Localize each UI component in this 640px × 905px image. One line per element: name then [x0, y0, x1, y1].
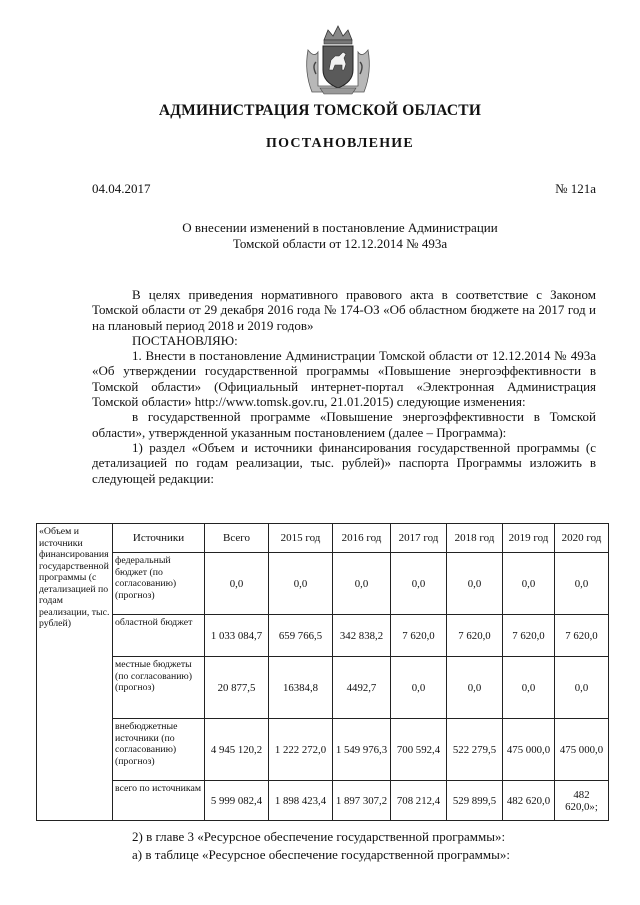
organization-title: АДМИНИСТРАЦИЯ ТОМСКОЙ ОБЛАСТИ	[158, 102, 482, 119]
value-cell: 0,0	[269, 553, 333, 615]
intro-paragraph: В целях приведения нормативного правового акта в соответствие с Законом Томской области от 29 декабря 2016 года № 174-ОЗ «Об областном бюджете на 2017 год и на плановый период 2018 и 2019 годов»	[92, 287, 596, 333]
table-row	[37, 615, 609, 657]
value-cell: 475 000,0	[503, 719, 555, 781]
table-row	[37, 657, 609, 719]
table-header-cell: 2016 год	[333, 524, 391, 553]
source-cell: внебюджетные источники (по согласованию) (прогноз)	[113, 719, 205, 781]
value-cell: 16384,8	[269, 657, 333, 719]
subject-line-1: О внесении изменений в постановление Администрации	[182, 220, 498, 235]
value-cell: 482 620,0»;	[555, 781, 609, 821]
document-number: № 121а	[555, 181, 596, 196]
value-cell: 4492,7	[333, 657, 391, 719]
value-cell: 7 620,0	[391, 615, 447, 657]
value-cell: 1 898 423,4	[269, 781, 333, 821]
subitem-1-paragraph: 1) раздел «Объем и источники финансирования государственной программы (с детализацией по годам реализации, тыс. рублей)» паспорта Программы изложить в следующей редакции:	[92, 439, 596, 486]
value-cell: 1 549 976,3	[333, 719, 391, 781]
table-header-cell: 2020 год	[555, 524, 609, 553]
document-body	[92, 287, 596, 486]
value-cell: 0,0	[503, 553, 555, 615]
value-cell: 1 897 307,2	[333, 781, 391, 821]
document-type: ПОСТАНОВЛЕНИЕ	[266, 136, 414, 151]
table-row	[37, 553, 609, 615]
document-date: 04.04.2017	[92, 181, 151, 196]
subitem-2-line: 2) в главе 3 «Ресурсное обеспечение государственной программы»:	[132, 829, 506, 844]
table-header-cell: 2017 год	[391, 524, 447, 553]
value-cell: 0,0	[333, 553, 391, 615]
value-cell: 7 620,0	[447, 615, 503, 657]
value-cell: 482 620,0	[503, 781, 555, 821]
table-header-cell: 2019 год	[503, 524, 555, 553]
document-subject	[150, 220, 530, 252]
table-row	[37, 781, 609, 821]
subject-line-2: Томской области от 12.12.2014 № 493а	[232, 236, 448, 251]
value-cell: 700 592,4	[391, 719, 447, 781]
value-cell: 0,0	[447, 657, 503, 719]
value-cell: 0,0	[503, 657, 555, 719]
value-cell: 0,0	[391, 657, 447, 719]
table-first-cell: «Объем и источники финансирования государственной программы (с детализацией по годам реализации, тыс. рублей)	[37, 524, 113, 821]
source-cell: федеральный бюджет (по согласованию) (прогноз)	[113, 553, 205, 615]
table-header-cell: 2018 год	[447, 524, 503, 553]
value-cell: 342 838,2	[333, 615, 391, 657]
resolve-heading: ПОСТАНОВЛЯЮ:	[132, 332, 238, 348]
subitem-a-line: а) в таблице «Ресурсное обеспечение государственной программы»:	[132, 847, 510, 862]
source-cell: областной бюджет	[113, 615, 205, 657]
table-header-cell: Всего	[205, 524, 269, 553]
program-paragraph: в государственной программе «Повышение энергоэффективности в Томской области», утвержденной указанным постановлением (далее – Программа):	[92, 409, 596, 440]
value-cell: 7 620,0	[503, 615, 555, 657]
value-cell: 0,0	[555, 657, 609, 719]
coat-of-arms-icon	[302, 22, 374, 98]
value-cell: 0,0	[447, 553, 503, 615]
table-header-cell: 2015 год	[269, 524, 333, 553]
value-cell: 659 766,5	[269, 615, 333, 657]
value-cell: 5 999 082,4	[205, 781, 269, 821]
value-cell: 475 000,0	[555, 719, 609, 781]
table-header-row	[37, 524, 609, 553]
value-cell: 0,0	[205, 553, 269, 615]
value-cell: 20 877,5	[205, 657, 269, 719]
value-cell: 708 212,4	[391, 781, 447, 821]
value-cell: 7 620,0	[555, 615, 609, 657]
value-cell: 0,0	[391, 553, 447, 615]
item-1-paragraph: 1. Внести в постановление Администрации Томской области от 12.12.2014 № 493а «Об утверждении государственной программы «Повышение энергоэффективности в Томской области» (Официальный интернет-портал «Электронная Администрация Томской области» http://www.tomsk.gov.ru, 21.01.2015) следующие изменения:	[92, 348, 596, 410]
value-cell: 0,0	[555, 553, 609, 615]
value-cell: 1 222 272,0	[269, 719, 333, 781]
financing-table	[36, 523, 609, 821]
value-cell: 529 899,5	[447, 781, 503, 821]
source-cell: всего по источникам	[113, 781, 205, 821]
source-cell: местные бюджеты (по согласованию) (прогноз)	[113, 657, 205, 719]
value-cell: 1 033 084,7	[205, 615, 269, 657]
table-header-cell: Источники	[113, 524, 205, 553]
value-cell: 522 279,5	[447, 719, 503, 781]
table-row	[37, 719, 609, 781]
value-cell: 4 945 120,2	[205, 719, 269, 781]
